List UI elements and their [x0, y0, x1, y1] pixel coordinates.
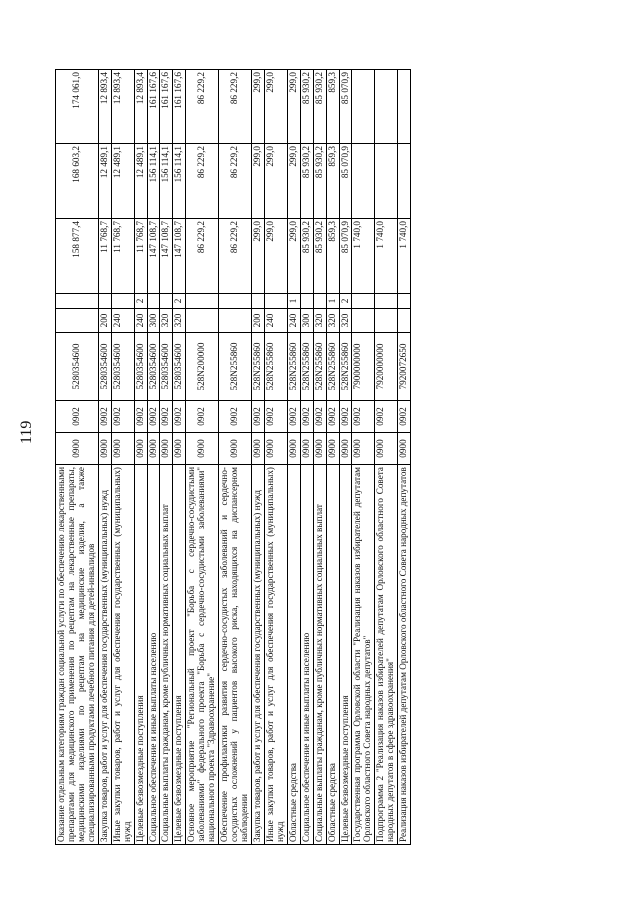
amount-cell-3: 299,0	[287, 70, 300, 144]
section-code-cell: 0902	[147, 401, 160, 433]
funding-source-cell: 2	[173, 294, 186, 309]
amount-cell-1: 299,0	[264, 219, 287, 294]
section-code-cell: 0902	[264, 401, 287, 433]
target-article-cell: 5280354600	[134, 333, 147, 401]
amount-cell-2: 12 489,1	[111, 144, 134, 219]
row-name-cell: Иные закупки товаров, работ и услуг для обеспечения государственных (муниципальных) нужд	[264, 465, 287, 845]
expense-type-cell: 320	[313, 309, 326, 333]
funding-source-cell	[300, 294, 313, 309]
amount-cell-1: 158 877,4	[56, 219, 99, 294]
row-name-cell: Основное мероприятие "Региональный проект "Борьба с сердечно-сосудистыми заболеваниями" федерального проекта "Борьба с сердечно-сосудистыми заболеваниями" национального проекта "Здравоохранение"	[186, 465, 219, 845]
table-row	[173, 70, 186, 845]
budget-table	[55, 69, 411, 845]
amount-cell-2: 85 930,2	[313, 144, 326, 219]
section-code-cell: 0902	[287, 401, 300, 433]
row-name-cell: Целевые безвозмездные поступления	[339, 465, 352, 845]
target-article-cell: 5280354600	[111, 333, 134, 401]
funding-source-cell	[219, 294, 252, 309]
expense-type-cell: 320	[160, 309, 173, 333]
amount-cell-1: 1 740,0	[375, 219, 398, 294]
funding-source-cell: 2	[134, 294, 147, 309]
amount-cell-2: 86 229,2	[186, 144, 219, 219]
amount-cell-2: 85 930,2	[300, 144, 313, 219]
amount-cell-2: 85 070,9	[339, 144, 352, 219]
expense-type-cell: 240	[111, 309, 134, 333]
admin-code-cell: 0900	[326, 433, 339, 465]
amount-cell-3: 859,3	[326, 70, 339, 144]
section-code-cell: 0902	[326, 401, 339, 433]
amount-cell-3: 299,0	[264, 70, 287, 144]
admin-code-cell: 0900	[56, 433, 99, 465]
budget-table-body	[56, 70, 411, 845]
target-article-cell: 528N200000	[186, 333, 219, 401]
row-name-cell: Целевые безвозмездные поступления	[173, 465, 186, 845]
page-number: 119	[18, 420, 35, 444]
section-code-cell: 0902	[398, 401, 411, 433]
funding-source-cell	[186, 294, 219, 309]
admin-code-cell: 0900	[186, 433, 219, 465]
table-row	[134, 70, 147, 845]
rotated-page-content	[55, 70, 595, 845]
funding-source-cell	[56, 294, 99, 309]
amount-cell-2: 12 489,1	[134, 144, 147, 219]
admin-code-cell: 0900	[300, 433, 313, 465]
amount-cell-2: 859,3	[326, 144, 339, 219]
target-article-cell: 528N255860	[339, 333, 352, 401]
funding-source-cell	[111, 294, 134, 309]
admin-code-cell: 0900	[375, 433, 398, 465]
amount-cell-1: 1 740,0	[352, 219, 375, 294]
amount-cell-2: 168 603,2	[56, 144, 99, 219]
section-code-cell: 0902	[111, 401, 134, 433]
admin-code-cell: 0900	[147, 433, 160, 465]
section-code-cell: 0902	[98, 401, 111, 433]
amount-cell-3: 12 893,4	[98, 70, 111, 144]
target-article-cell: 528N255860	[264, 333, 287, 401]
amount-cell-1: 11 768,7	[98, 219, 111, 294]
admin-code-cell: 0900	[111, 433, 134, 465]
amount-cell-2: 156 114,1	[173, 144, 186, 219]
section-code-cell: 0902	[313, 401, 326, 433]
row-name-cell: Закупка товаров, работ и услуг для обеспечения государственных (муниципальных) нужд	[251, 465, 264, 845]
table-row	[264, 70, 287, 845]
amount-cell-2: 299,0	[287, 144, 300, 219]
amount-cell-3	[375, 70, 398, 144]
amount-cell-1: 85 930,2	[313, 219, 326, 294]
row-name-cell: Оказание отдельным категориям граждан социальной услуги по обеспечению лекарственными препаратами для медицинского применения по рецептам на лекарственные препараты, медицинскими изделиями по рецептам на медицинские изделия, а также специализированными продуктами лечебного питания для детей-инвалидов	[56, 465, 99, 845]
expense-type-cell: 300	[300, 309, 313, 333]
amount-cell-1: 85 070,9	[339, 219, 352, 294]
expense-type-cell	[352, 309, 375, 333]
expense-type-cell: 320	[173, 309, 186, 333]
amount-cell-1: 86 229,2	[186, 219, 219, 294]
table-row	[186, 70, 219, 845]
funding-source-cell	[398, 294, 411, 309]
amount-cell-3	[352, 70, 375, 144]
admin-code-cell: 0900	[352, 433, 375, 465]
expense-type-cell: 320	[339, 309, 352, 333]
table-row	[160, 70, 173, 845]
funding-source-cell	[264, 294, 287, 309]
row-name-cell: Подпрограмма 2 "Реализация наказов избирателей депутатам Орловского областного Совета народных депутатов в сфере здравоохранения"	[375, 465, 398, 845]
expense-type-cell	[186, 309, 219, 333]
expense-type-cell: 240	[134, 309, 147, 333]
admin-code-cell: 0900	[173, 433, 186, 465]
table-row	[98, 70, 111, 845]
row-name-cell: Социальные выплаты гражданам, кроме публичных нормативных социальных выплат	[160, 465, 173, 845]
admin-code-cell: 0900	[398, 433, 411, 465]
funding-source-cell	[160, 294, 173, 309]
expense-type-cell: 240	[287, 309, 300, 333]
amount-cell-1: 299,0	[251, 219, 264, 294]
row-name-cell: Областные средства	[326, 465, 339, 845]
amount-cell-2: 156 114,1	[160, 144, 173, 219]
target-article-cell: 5280354600	[56, 333, 99, 401]
table-row	[219, 70, 252, 845]
expense-type-cell: 240	[264, 309, 287, 333]
table-row	[339, 70, 352, 845]
amount-cell-3: 12 893,4	[111, 70, 134, 144]
amount-cell-1: 859,3	[326, 219, 339, 294]
table-row	[287, 70, 300, 845]
amount-cell-3: 174 061,0	[56, 70, 99, 144]
table-row	[313, 70, 326, 845]
amount-cell-3: 85 930,2	[300, 70, 313, 144]
section-code-cell: 0902	[352, 401, 375, 433]
funding-source-cell	[375, 294, 398, 309]
amount-cell-3: 85 070,9	[339, 70, 352, 144]
expense-type-cell	[56, 309, 99, 333]
target-article-cell: 5280354600	[98, 333, 111, 401]
section-code-cell: 0902	[219, 401, 252, 433]
expense-type-cell: 200	[251, 309, 264, 333]
amount-cell-3: 85 930,2	[313, 70, 326, 144]
funding-source-cell: 1	[287, 294, 300, 309]
amount-cell-1: 11 768,7	[134, 219, 147, 294]
amount-cell-3: 161 167,6	[173, 70, 186, 144]
section-code-cell: 0902	[186, 401, 219, 433]
target-article-cell: 7920000000	[375, 333, 398, 401]
amount-cell-3: 299,0	[251, 70, 264, 144]
amount-cell-1: 147 108,7	[147, 219, 160, 294]
row-name-cell: Социальные выплаты гражданам, кроме публичных нормативных социальных выплат	[313, 465, 326, 845]
admin-code-cell: 0900	[219, 433, 252, 465]
target-article-cell: 5280354600	[160, 333, 173, 401]
amount-cell-3: 12 893,4	[134, 70, 147, 144]
section-code-cell: 0902	[375, 401, 398, 433]
amount-cell-2	[398, 144, 411, 219]
amount-cell-3: 86 229,2	[186, 70, 219, 144]
amount-cell-2: 299,0	[251, 144, 264, 219]
section-code-cell: 0902	[134, 401, 147, 433]
table-row	[398, 70, 411, 845]
amount-cell-1: 147 108,7	[160, 219, 173, 294]
row-name-cell: Государственная программа Орловской области "Реализация наказов избирателей депутатам Орловского областного Совета народных депутатов"	[352, 465, 375, 845]
admin-code-cell: 0900	[160, 433, 173, 465]
section-code-cell: 0902	[339, 401, 352, 433]
row-name-cell: Обеспечение профилактики развития сердечно-сосудистых заболеваний и сердечно-сосудистых осложнений у пациентов высокого риска, находящихся на диспансерном наблюдении	[219, 465, 252, 845]
amount-cell-1: 85 930,2	[300, 219, 313, 294]
amount-cell-1: 147 108,7	[173, 219, 186, 294]
section-code-cell: 0902	[300, 401, 313, 433]
table-row	[326, 70, 339, 845]
row-name-cell: Областные средства	[287, 465, 300, 845]
target-article-cell: 7900000000	[352, 333, 375, 401]
funding-source-cell	[352, 294, 375, 309]
admin-code-cell: 0900	[134, 433, 147, 465]
target-article-cell: 7920072650	[398, 333, 411, 401]
table-row	[251, 70, 264, 845]
admin-code-cell: 0900	[313, 433, 326, 465]
table-row	[56, 70, 99, 845]
admin-code-cell: 0900	[98, 433, 111, 465]
admin-code-cell: 0900	[339, 433, 352, 465]
funding-source-cell	[98, 294, 111, 309]
amount-cell-3	[398, 70, 411, 144]
expense-type-cell: 200	[98, 309, 111, 333]
table-row	[352, 70, 375, 845]
amount-cell-2	[352, 144, 375, 219]
admin-code-cell: 0900	[251, 433, 264, 465]
funding-source-cell: 2	[339, 294, 352, 309]
table-row	[375, 70, 398, 845]
row-name-cell: Закупка товаров, работ и услуг для обеспечения государственных (муниципальных) нужд	[98, 465, 111, 845]
admin-code-cell: 0900	[264, 433, 287, 465]
table-row	[147, 70, 160, 845]
target-article-cell: 5280354600	[173, 333, 186, 401]
expense-type-cell: 300	[147, 309, 160, 333]
target-article-cell: 528N255860	[219, 333, 252, 401]
section-code-cell: 0902	[251, 401, 264, 433]
expense-type-cell	[219, 309, 252, 333]
amount-cell-1: 1 740,0	[398, 219, 411, 294]
amount-cell-1: 299,0	[287, 219, 300, 294]
admin-code-cell: 0900	[287, 433, 300, 465]
table-row	[300, 70, 313, 845]
row-name-cell: Реализация наказов избирателей депутатам Орловского областного Совета народных депутатов	[398, 465, 411, 845]
funding-source-cell	[251, 294, 264, 309]
amount-cell-2: 156 114,1	[147, 144, 160, 219]
amount-cell-2: 12 489,1	[98, 144, 111, 219]
table-row	[111, 70, 134, 845]
target-article-cell: 528N255860	[251, 333, 264, 401]
amount-cell-2	[375, 144, 398, 219]
amount-cell-1: 11 768,7	[111, 219, 134, 294]
row-name-cell: Социальное обеспечение и иные выплаты населению	[300, 465, 313, 845]
target-article-cell: 528N255860	[300, 333, 313, 401]
target-article-cell: 528N255860	[313, 333, 326, 401]
section-code-cell: 0902	[160, 401, 173, 433]
funding-source-cell	[313, 294, 326, 309]
target-article-cell: 5280354600	[147, 333, 160, 401]
funding-source-cell	[147, 294, 160, 309]
expense-type-cell	[398, 309, 411, 333]
amount-cell-3: 161 167,6	[160, 70, 173, 144]
target-article-cell: 528N255860	[326, 333, 339, 401]
expense-type-cell: 320	[326, 309, 339, 333]
row-name-cell: Социальное обеспечение и иные выплаты населению	[147, 465, 160, 845]
amount-cell-3: 86 229,2	[219, 70, 252, 144]
target-article-cell: 528N255860	[287, 333, 300, 401]
amount-cell-3: 161 167,6	[147, 70, 160, 144]
amount-cell-2: 299,0	[264, 144, 287, 219]
row-name-cell: Целевые безвозмездные поступления	[134, 465, 147, 845]
expense-type-cell	[375, 309, 398, 333]
amount-cell-1: 86 229,2	[219, 219, 252, 294]
funding-source-cell: 1	[326, 294, 339, 309]
amount-cell-2: 86 229,2	[219, 144, 252, 219]
row-name-cell: Иные закупки товаров, работ и услуг для обеспечения государственных (муниципальных) нужд	[111, 465, 134, 845]
section-code-cell: 0902	[173, 401, 186, 433]
section-code-cell: 0902	[56, 401, 99, 433]
